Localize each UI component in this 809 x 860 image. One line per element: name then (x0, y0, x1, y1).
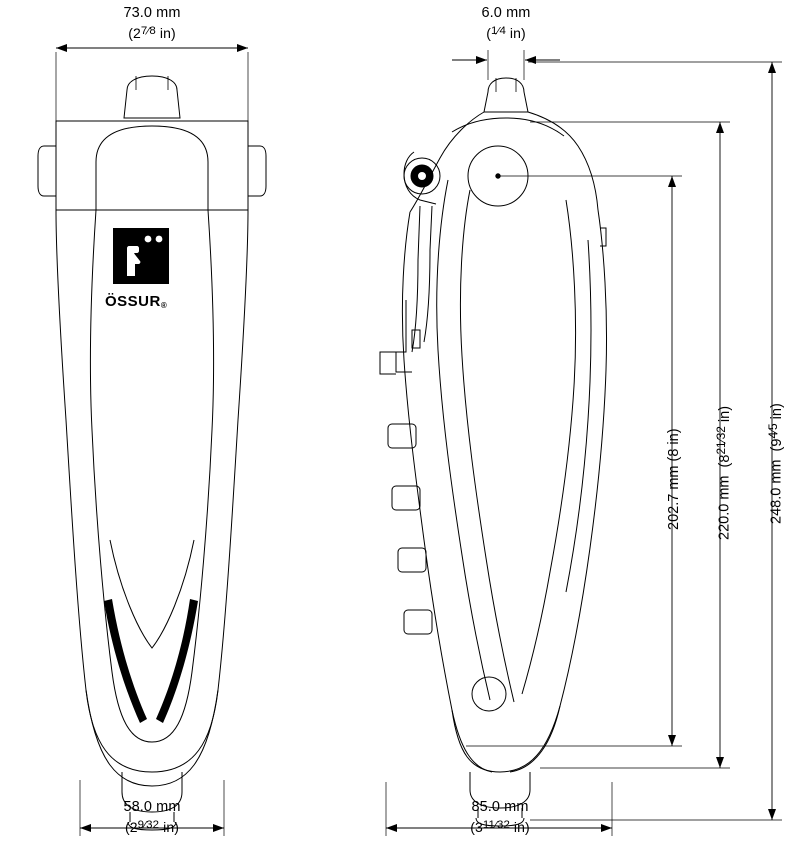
dim-height-inner (666, 428, 682, 530)
ossur-wordmark (105, 293, 167, 310)
dim-side-top-width (438, 4, 574, 42)
registered-mark: ® (160, 301, 168, 310)
dim-height-inner-text: 202.7 mm (8 in) (666, 428, 682, 530)
ossur-wordmark-text: ÖSSUR (105, 293, 161, 310)
dim-height-outer-metric: 248.0 mm (768, 459, 785, 524)
ossur-logo-glyph (113, 228, 169, 284)
dim-side-top-width-metric: 6.0 mm (481, 5, 531, 21)
dim-front-bottom-width-imperial: ($2^9⁄_{32}$ in) (125, 818, 179, 835)
side-view-outline (380, 78, 607, 826)
dim-height-middle (714, 406, 733, 540)
dim-height-outer-imperial: ($9^4⁄_5$ in) (766, 403, 785, 456)
dim-front-top-width-imperial: ($2^7⁄_8$ in) (128, 24, 176, 41)
dim-side-bottom-width (430, 798, 570, 836)
front-view-outline (38, 76, 266, 830)
dim-height-middle-metric: 220.0 mm (716, 475, 733, 540)
dim-side-bottom-width-metric: 85.0 mm (471, 799, 529, 815)
ossur-logo-icon (113, 228, 169, 284)
dim-front-top-width (84, 4, 220, 42)
dim-height-middle-imperial: ($8^{21}⁄_{32}$ in) (714, 405, 733, 472)
dim-side-top-width-imperial: ($^1⁄_4$ in) (486, 24, 526, 41)
dim-front-bottom-width (84, 798, 220, 836)
dim-front-bottom-width-metric: 58.0 mm (123, 799, 181, 815)
dim-front-top-width-metric: 73.0 mm (123, 5, 181, 21)
dim-height-outer (766, 403, 785, 524)
dim-side-bottom-width-imperial: ($3^{11}⁄_{32}$ in) (470, 818, 530, 835)
